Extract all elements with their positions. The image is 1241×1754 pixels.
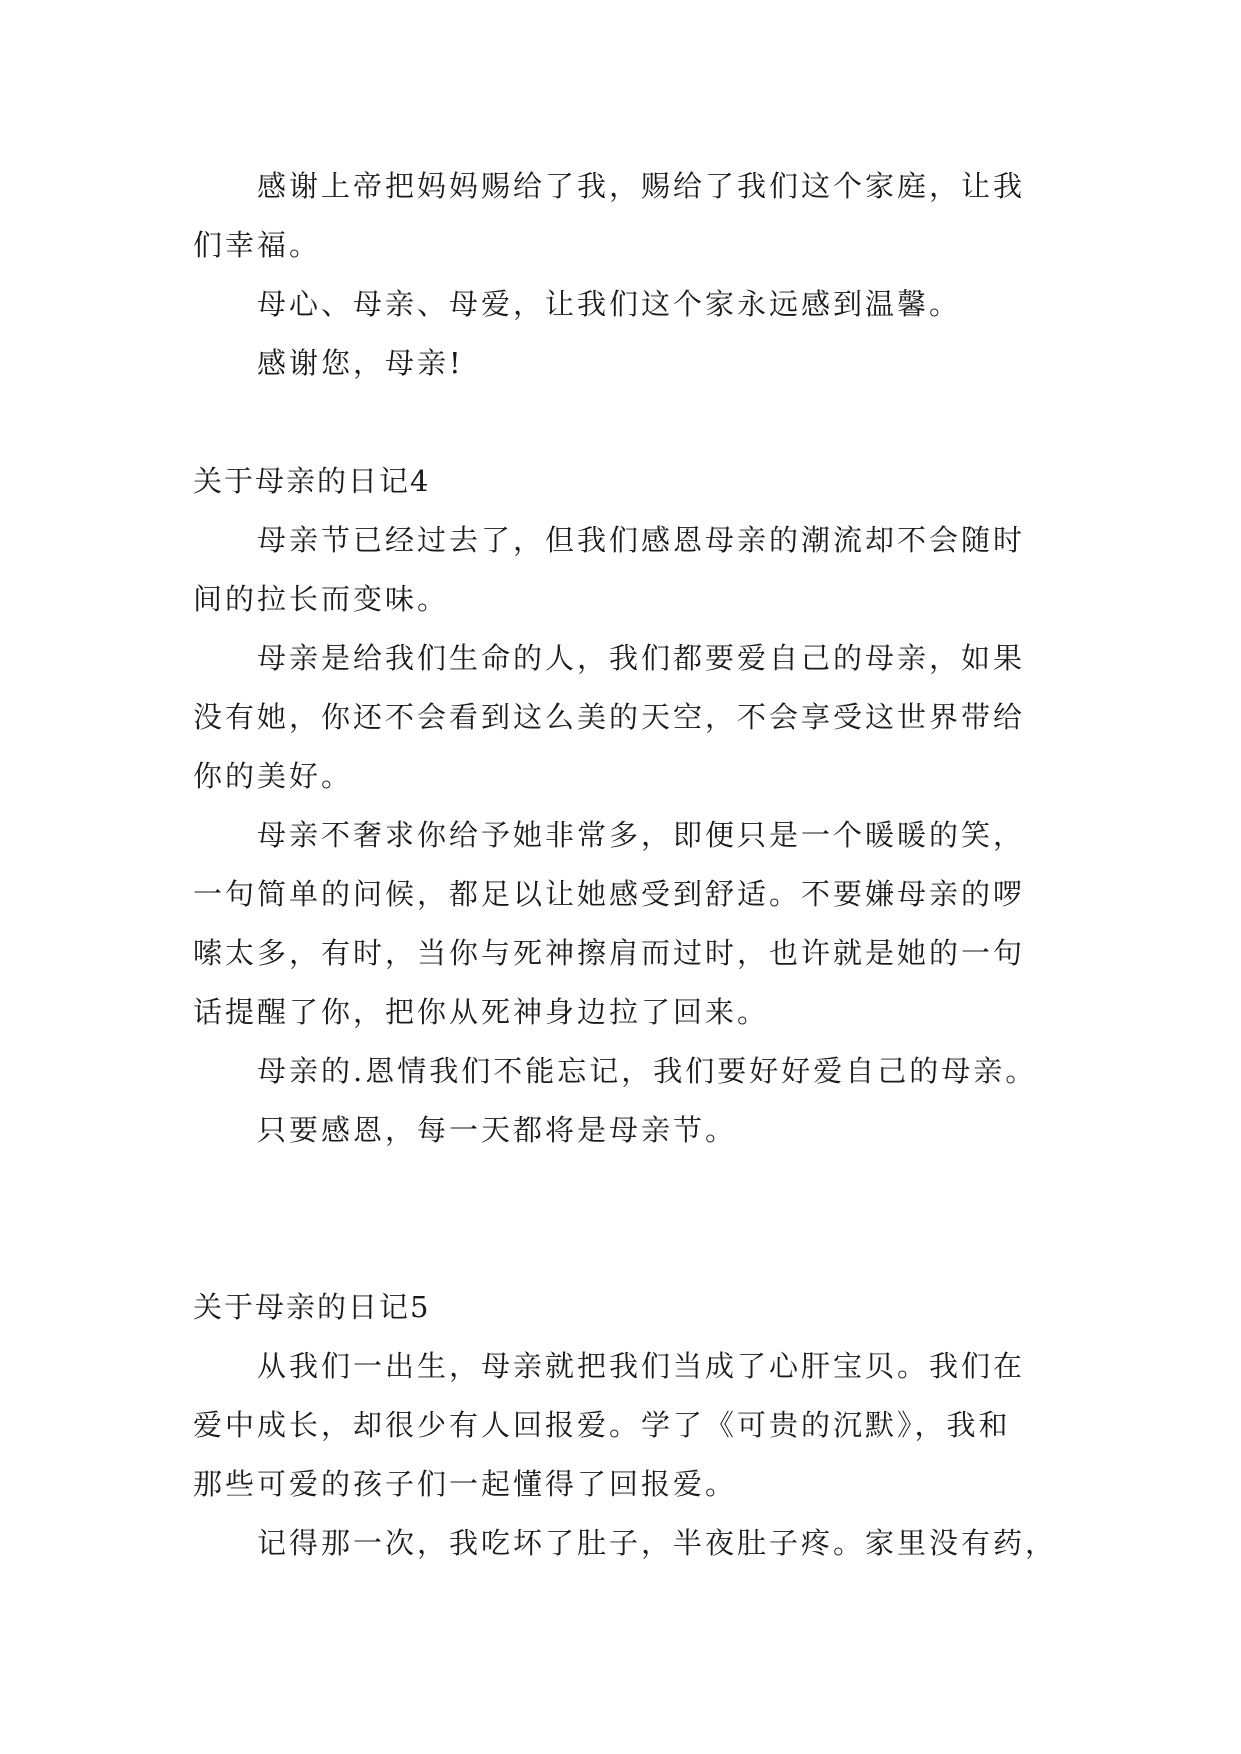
heading-diary-5: 关于母亲的日记5 <box>193 1290 431 1324</box>
text-line: 母亲是给我们生命的人，我们都要爱自己的母亲，如果 <box>257 641 1026 675</box>
paragraph-every-day-mothers-day <box>193 1101 1053 1160</box>
paragraph-since-birth <box>193 1337 1053 1514</box>
paragraph-warmth <box>193 275 1053 334</box>
paragraph-thank-you-mother <box>193 334 1053 393</box>
paragraph-mother-gives-life <box>193 629 1053 806</box>
text-line: 记得那一次，我吃坏了肚子，半夜肚子疼。家里没有药， <box>257 1526 1058 1560</box>
text-line: 间的拉长而变味。 <box>193 582 450 616</box>
text-line: 母亲节已经过去了，但我们感恩母亲的潮流却不会随时 <box>257 523 1026 557</box>
text-line: 那些可爱的孩子们一起懂得了回报爱。 <box>193 1467 738 1501</box>
paragraph-mothers-day-passed <box>193 511 1053 629</box>
paragraph-thanks-god <box>193 157 1053 275</box>
text-line: 母心、母亲、母爱，让我们这个家永远感到温馨。 <box>257 287 962 321</box>
text-line: 你的美好。 <box>193 759 354 793</box>
text-line: 一句简单的问候，都足以让她感受到舒适。不要嫌母亲的啰 <box>193 877 1026 911</box>
text-line: 们幸福。 <box>193 228 322 262</box>
text-line: 感谢您，母亲! <box>257 346 464 380</box>
text-line: 话提醒了你，把你从死神身边拉了回来。 <box>193 995 770 1029</box>
text-line: 嗦太多，有时，当你与死神擦肩而过时，也许就是她的一句 <box>193 936 1026 970</box>
heading-diary-4: 关于母亲的日记4 <box>193 464 431 498</box>
text-line: 没有她，你还不会看到这么美的天空，不会享受这世界带给 <box>193 700 1026 734</box>
text-line: 母亲不奢求你给予她非常多，即便只是一个暖暖的笑， <box>257 818 1026 852</box>
paragraph-never-forget <box>193 1042 1053 1101</box>
paragraph-mother-asks-little <box>193 806 1053 1042</box>
text-line: 只要感恩，每一天都将是母亲节。 <box>257 1113 738 1147</box>
text-line: 爱中成长，却很少有人回报爱。学了《可贵的沉默》，我和 <box>193 1408 1011 1442</box>
text-line: 从我们一出生，母亲就把我们当成了心肝宝贝。我们在 <box>257 1349 1026 1383</box>
text-line: 感谢上帝把妈妈赐给了我，赐给了我们这个家庭，让我 <box>257 169 1026 203</box>
paragraph-remember-that-time <box>193 1514 1058 1573</box>
text-line: 母亲的.恩情我们不能忘记，我们要好好爱自己的母亲。 <box>257 1054 1038 1088</box>
